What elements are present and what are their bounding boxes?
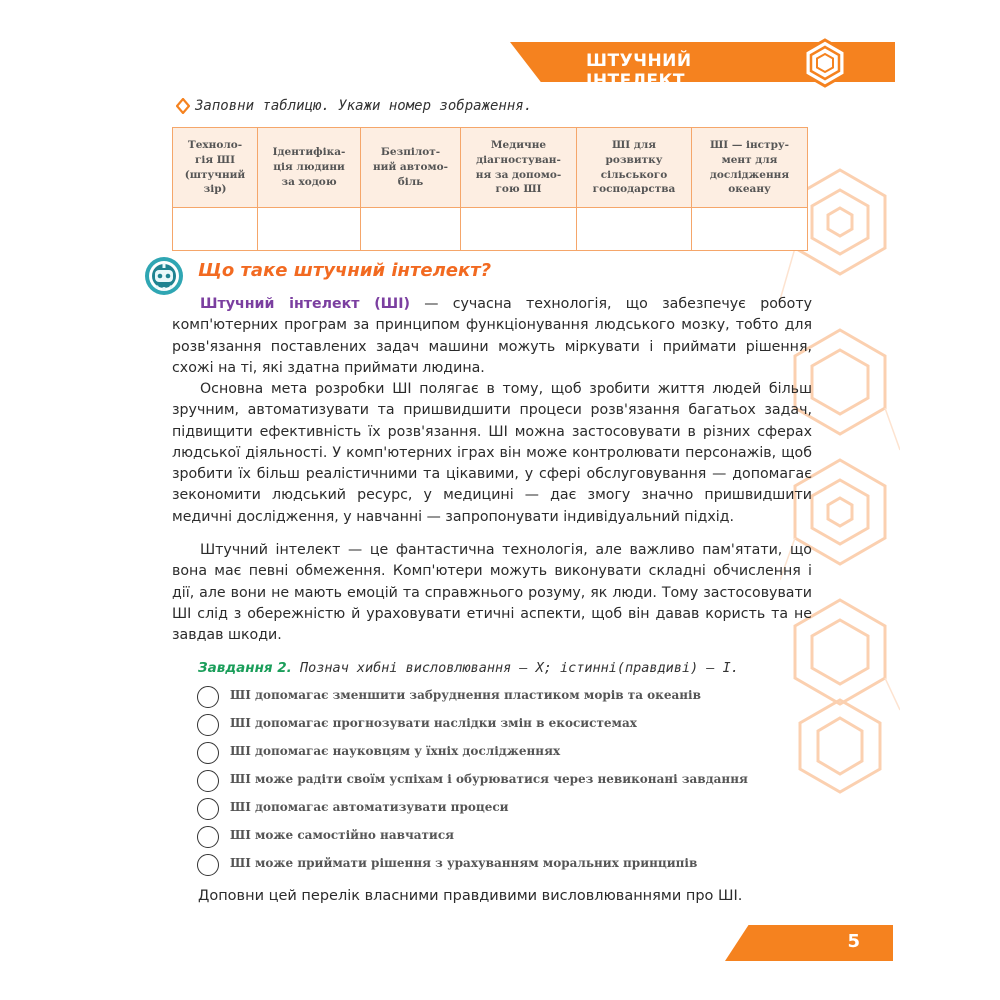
table-answer-cell[interactable] — [577, 208, 692, 251]
statement-item — [197, 714, 797, 738]
fill-in-table — [172, 127, 808, 251]
table-instruction: Заповни таблицю. Укажи номер зображення. — [195, 98, 533, 114]
statement-text: ШІ допомагає зменшити забруднення пластиком морів та океанів — [230, 688, 701, 702]
statement-item — [197, 854, 797, 878]
section-title: Що таке штучний інтелект? — [198, 260, 492, 281]
goal-paragraph: Основна мета розробки ШІ полягає в тому, щоб зробити життя людей більш зручним, автоматизувати та пришвидшити процеси розв'язання багатьох задач, підвищити ефективність їх розв'язання. ШІ можна застосовувати в різних сферах людської діяльності. У комп'ютерних іграх він може контролювати персонажів, щоб зробити їх більш реалістичними та цікавими, у сфері обслуговування — допомагає зекономити людський ресурс, у медицині — дає змогу значно пришвидшити медичні дослідження, у навчанні — запропонувати індивідуальний підхід. — [172, 381, 812, 525]
statement-text: ШІ може радіти своїм успіхам і обурюватися через невиконані завдання — [230, 772, 748, 786]
statement-text: ШІ допомагає науковцям у їхніх дослідженнях — [230, 744, 561, 758]
statement-text: ШІ допомагає прогнозувати наслідки змін в екосистемах — [230, 716, 637, 730]
hexagon-logo-icon — [800, 38, 850, 88]
answer-circle[interactable] — [197, 686, 219, 708]
table-answer-cell[interactable] — [692, 208, 808, 251]
table-header-cell: ШІ — інстру- мент для дослідження океану — [692, 128, 808, 208]
statement-text: ШІ може самостійно навчатися — [230, 828, 455, 842]
answer-circle[interactable] — [197, 798, 219, 820]
chapter-title: ШТУЧНИЙ ІНТЕЛЕКТ — [586, 51, 692, 91]
answer-circle[interactable] — [197, 742, 219, 764]
answer-circle[interactable] — [197, 826, 219, 848]
table-header-cell: Техноло- гія ШІ (штучний зір) — [173, 128, 258, 208]
task2-prompt — [198, 660, 818, 676]
task2-text: Познач хибні висловлювання — Х; істинні(правдиві) — І. — [291, 660, 739, 676]
statement-item — [197, 826, 797, 850]
robot-icon — [143, 255, 185, 297]
table-answer-cell[interactable] — [461, 208, 577, 251]
limits-paragraph: Штучний інтелект — це фантастична технологія, але важливо пам'ятати, що вона має певні обмеження. Комп'ютери можуть виконувати складні обчислення і дії, але вони не мають емоцій та справжнього розуму, як люди. Тому застосовувати ШІ слід з обережністю й ураховувати етичні аспекти, щоб він давав користь та не завдав шкоди. — [172, 542, 812, 644]
statement-text: ШІ допомагає автоматизувати процеси — [230, 800, 509, 814]
answer-circle[interactable] — [197, 770, 219, 792]
statement-item — [197, 686, 797, 710]
table-header-cell: Ідентифіка- ція людини за ходою — [258, 128, 361, 208]
definition-paragraph — [172, 294, 812, 379]
task2-label: Завдання 2. — [198, 660, 292, 676]
page-number: 5 — [847, 931, 860, 952]
statement-text: ШІ може приймати рішення з урахуванням моральних принципів — [230, 856, 698, 870]
answer-circle[interactable] — [197, 854, 219, 876]
statement-item — [197, 798, 797, 822]
table-header-cell: Безпілот- ний автомо- біль — [361, 128, 461, 208]
statement-item — [197, 770, 797, 794]
term-highlight: Штучний інтелект (ШІ) — [200, 296, 410, 312]
table-header-cell: ШІ для розвитку сільського господарства — [577, 128, 692, 208]
table-answer-cell[interactable] — [173, 208, 258, 251]
table-header-cell: Медичне діагностуван- ня за допомо- гою ШІ — [461, 128, 577, 208]
answer-circle[interactable] — [197, 714, 219, 736]
diamond-bullet-icon — [176, 98, 190, 114]
table-answer-cell[interactable] — [361, 208, 461, 251]
statement-item — [197, 742, 797, 766]
table-answer-cell[interactable] — [258, 208, 361, 251]
definition-text: — сучасна технологія, що забезпечує роботу комп'ютерних програм за принципом функціонування людського мозку, тобто для розв'язання поставлених задач машини можуть міркувати і приймати рішення, схожі на ті, які здатна приймати людина. — [172, 296, 812, 376]
closing-instruction: Доповни цей перелік власними правдивими висловлюваннями про ШІ. — [198, 888, 743, 904]
